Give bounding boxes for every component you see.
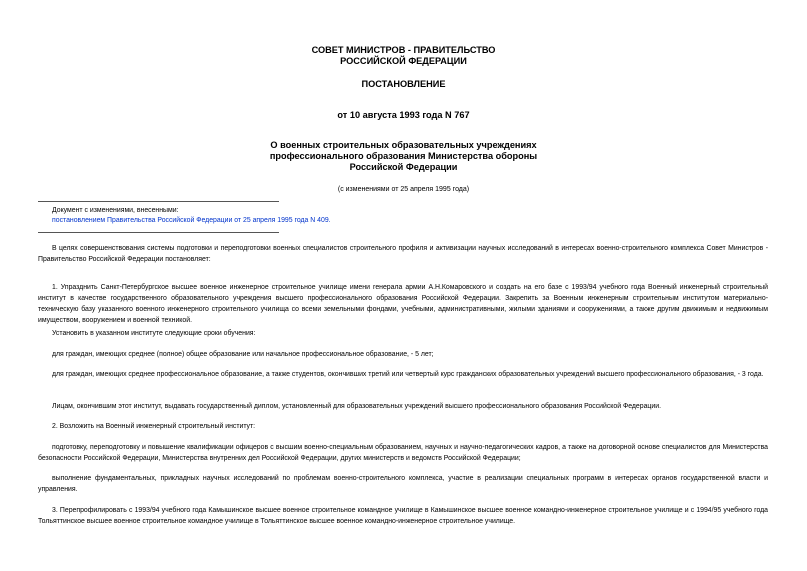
clause-3-paragraph: 3. Перепрофилировать с 1993/94 учебного года Камышинское высшее военное строительное командное училище в Камышинское высшее военное командно-инженерное строительное училище и с 1994/95 учебного года Тольяттинское высшее военное строительное командное училище в Тольяттинское высшее военное командно-инженерное строительное училище. xyxy=(38,507,768,525)
issuing-authority xyxy=(0,45,807,67)
authority-line-2: РОССИЙСКОЙ ФЕДЕРАЦИИ xyxy=(340,56,467,66)
title-line-1: О военных строительных образовательных учреждениях xyxy=(270,140,537,150)
training-duties-paragraph: подготовку, переподготовку и повышение квалификации офицеров с высшим военно-специальным образованием, научных и научно-педагогических кадров, а также на договорной основе специалистов для Министерства безопасности Российской Федерации, Министерства внутренних дел Российской Федерации, других министерств и ведомств Российской Федерации; xyxy=(38,444,768,462)
study-term-3-years: для граждан, имеющих среднее профессиональное образование, а также студентов, окончивших третий или четвертый курс гражданских образовательных учреждений высшего профессионального образования, - 3 года. xyxy=(52,371,764,378)
clause-2-paragraph: 2. Возложить на Военный инженерный строительный институт: xyxy=(52,423,256,430)
authority-line-1: СОВЕТ МИНИСТРОВ - ПРАВИТЕЛЬСТВО xyxy=(311,45,496,55)
clause-1-paragraph: 1. Упразднить Санкт-Петербургское высшее военное инженерное строительное училище имени генерала армии А.Н.Комаровского и создать на его базе с 1993/94 учебного года Военный инженерный строительный институт в качестве государственного образовательного учреждения высшего профессионального образования Российской Федерации. Закрепить за Военным инженерным строительным институтом материально-техническую базу указанного военного инженерного строительного училища со всеми земельными фондами, учебными, административными, жилыми зданиями и сооружениями, а также другим движимым и недвижимым имуществом, вооружением и военной техникой. xyxy=(38,284,768,324)
research-duties-paragraph: выполнение фундаментальных, прикладных научных исследований по проблемам военно-строительного комплекса, участие в реализации специальных программ в интересах органов государственной власти и управления. xyxy=(38,475,768,493)
title-line-2: профессионального образования Министерства обороны xyxy=(269,151,538,161)
amendment-top-rule xyxy=(38,201,279,202)
changes-note: (с изменениями от 25 апреля 1995 года) xyxy=(337,186,470,193)
amendment-bottom-rule xyxy=(38,232,279,233)
document-date-number: от 10 августа 1993 года N 767 xyxy=(337,110,470,120)
amendment-label: Документ с изменениями, внесенными: xyxy=(52,207,179,214)
study-term-5-years: для граждан, имеющих среднее (полное) общее образование или начальное профессиональное образование, - 5 лет; xyxy=(52,351,434,358)
preamble-paragraph: В целях совершенствования системы подготовки и переподготовки военных специалистов строительного профиля и активизации научных исследований в интересах военно-строительного комплекса Совет Министров - Правительство Российской Федерации постановляет: xyxy=(38,245,768,263)
amendment-link[interactable]: постановлением Правительства Российской Федерации от 25 апреля 1995 года N 409. xyxy=(52,217,331,224)
diploma-paragraph: Лицам, окончившим этот институт, выдавать государственный диплом, установленный для образовательных учреждений высшего профессионального образования Российской Федерации. xyxy=(52,403,661,410)
study-terms-intro: Установить в указанном институте следующие сроки обучения: xyxy=(52,330,256,337)
document-title xyxy=(0,140,807,173)
document-type: ПОСТАНОВЛЕНИЕ xyxy=(361,79,446,89)
title-line-3: Российской Федерации xyxy=(349,162,458,172)
